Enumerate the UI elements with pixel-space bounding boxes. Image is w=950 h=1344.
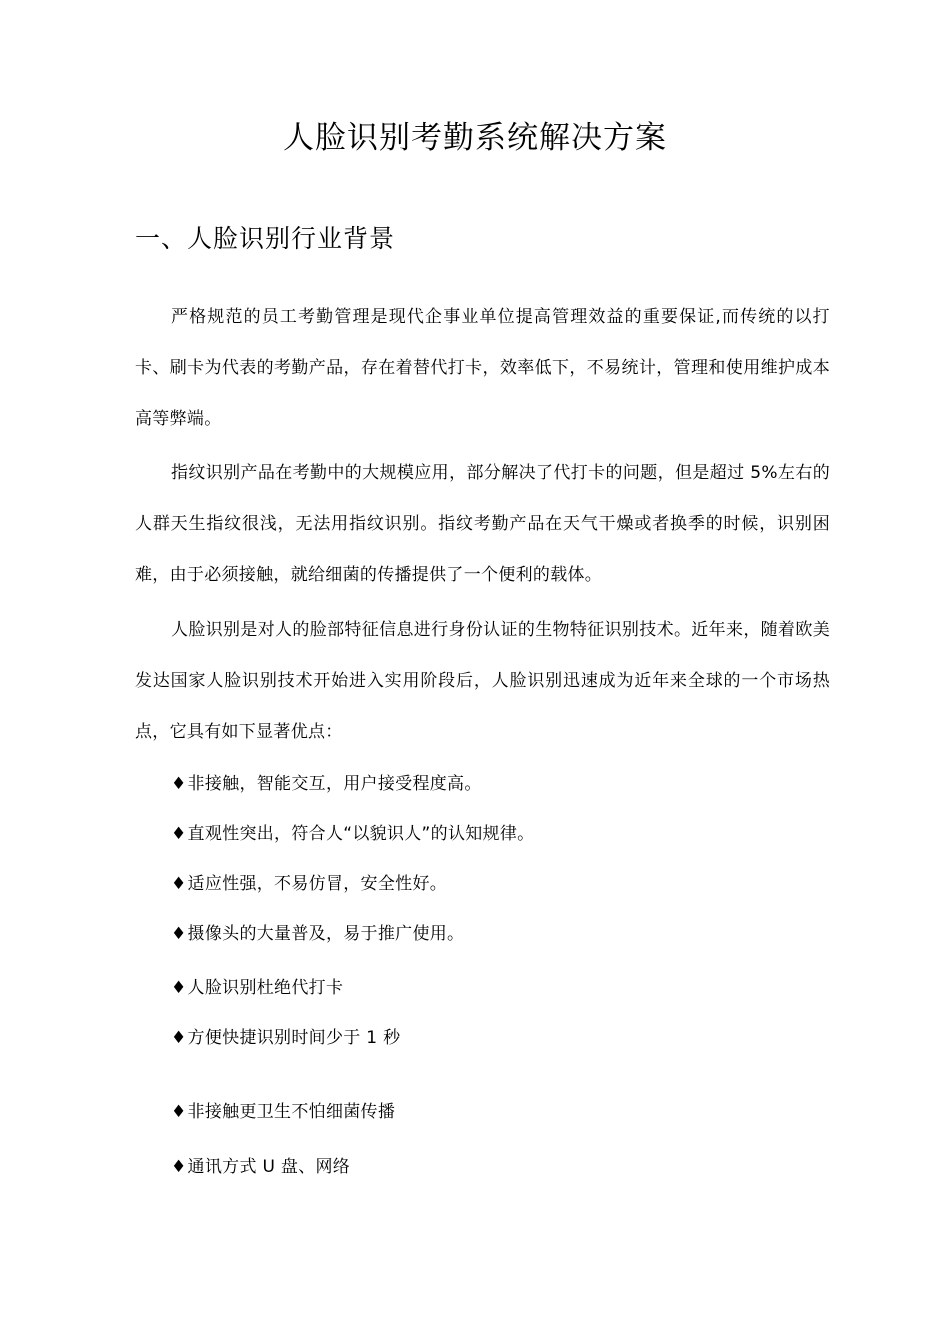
diamond-bullet-icon: ♦ (171, 774, 187, 794)
diamond-bullet-icon: ♦ (171, 874, 187, 894)
bullet-item (171, 922, 464, 946)
bullet-text: 人脸识别杜绝代打卡 (187, 978, 344, 998)
section-heading: 一、人脸识别行业背景 (135, 224, 396, 253)
bullet-text: 非接触更卫生不怕细菌传播 (187, 1102, 396, 1122)
bullet-text: 通讯方式 U 盘、网络 (187, 1157, 351, 1177)
bullet-item (171, 976, 343, 1000)
bullet-text: 摄像头的大量普及，易于推广使用。 (187, 924, 465, 944)
bullet-item (171, 1155, 350, 1179)
diamond-bullet-icon: ♦ (171, 978, 187, 998)
diamond-bullet-icon: ♦ (171, 1102, 187, 1122)
bullet-item (171, 872, 447, 896)
diamond-bullet-icon: ♦ (171, 824, 187, 844)
bullet-item (171, 1026, 400, 1050)
document-title: 人脸识别考勤系统解决方案 (283, 120, 667, 156)
diamond-bullet-icon: ♦ (171, 1028, 187, 1048)
bullet-item (171, 772, 482, 796)
paragraph: 人脸识别是对人的脸部特征信息进行身份认证的生物特征识别技术。近年来，随着欧美发达国家人脸识别技术开始进入实用阶段后，人脸识别迅速成为近年来全球的一个市场热点，它具有如下显著优点： (135, 620, 830, 742)
bullet-text: 非接触，智能交互，用户接受程度高。 (187, 774, 482, 794)
paragraph: 严格规范的员工考勤管理是现代企事业单位提高管理效益的重要保证,而传统的以打卡、刷卡为代表的考勤产品，存在着替代打卡，效率低下，不易统计，管理和使用维护成本高等弊端。 (135, 307, 830, 429)
bullet-text: 直观性突出，符合人“以貌识人”的认知规律。 (187, 824, 535, 844)
bullet-item (171, 1100, 395, 1124)
bullet-item (171, 822, 534, 846)
diamond-bullet-icon: ♦ (171, 1157, 187, 1177)
paragraph: 指纹识别产品在考勤中的大规模应用，部分解决了代打卡的问题，但是超过 5%左右的人群天生指纹很浅，无法用指纹识别。指纹考勤产品在天气干燥或者换季的时候，识别困难，由于必须接触，就给细菌的传播提供了一个便利的载体。 (135, 463, 830, 585)
bullet-text: 适应性强，不易仿冒，安全性好。 (187, 874, 448, 894)
diamond-bullet-icon: ♦ (171, 924, 187, 944)
bullet-text: 方便快捷识别时间少于 1 秒 (187, 1028, 401, 1048)
